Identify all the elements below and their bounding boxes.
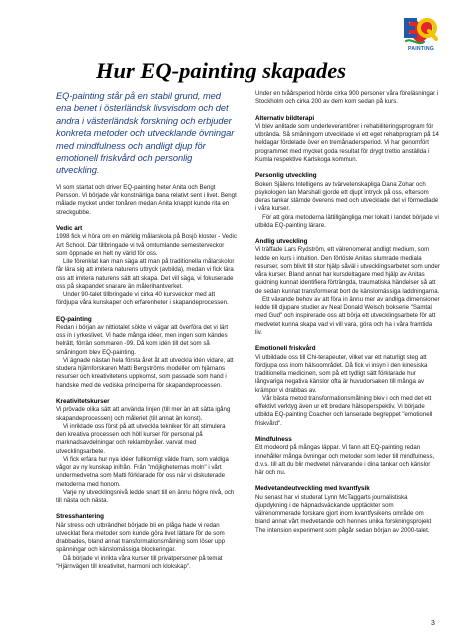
section-heading: EQ-painting [56, 315, 92, 323]
section [255, 436, 440, 477]
section-paragraph: När stress och utbrändhet började bli en plåga hade vi redan utvecklat flera metoder som kunde göra livet lättare för de som drabbades, bland annat transformationsmålning som löser upp spänningar och känslomässiga blockeringar. [56, 521, 226, 554]
section-heading: Vedic art [56, 224, 83, 232]
section [56, 398, 237, 505]
right-sections [255, 90, 440, 535]
section [255, 115, 440, 165]
section-paragraph: Ett modeord på mångas läppar. Vi fann att EQ-painting redan innehåller många övningar och metoder som leder till mindfulness, d.v.s. till att du blir medvetet närvarande i dina tankar och känslor här och nu. [255, 444, 435, 477]
left-sections [56, 184, 237, 571]
page-title: Hur EQ-painting skapades [96, 58, 347, 83]
section [255, 485, 440, 535]
section-paragraph: 1998 fick vi höra om en märklig målarskola på Bosjö kloster - Vedic Art School. Där tillbringade vi två omtumlande semesterveckor som öppnade en helt ny värld för oss. [56, 233, 237, 257]
section-heading: Emotionell friskvård [255, 345, 316, 353]
section-paragraph: Boken Själens Intelligens av tvärvetenskapliga Dana Zohar och psykologen Ian Marshall gjorde ett djupt intryck på oss, eftersom deras tankar stämde överens med och utvecklade det vi förmedlade i våra kurser. [255, 180, 439, 213]
section [255, 90, 440, 107]
section-paragraph: Vi inriktade oss först på att utveckla tekniker för att stimulera den kreativa processen och höll kurser för personal på marknadsavdelningar och reklambyråer. varvat med utvecklingsarbete. [56, 422, 226, 455]
section-paragraph: Vi utbildade oss till Chi-terapeuter, vilket var ett naturligt steg att fördjupa oss inom hälsoområdet. Då fick vi insyn i den kinesiska traditionella medicinen, som på ett tydligt sätt förklarade hur långvariga negativa känslor ofta är huvudorsaken till många av krämpor vi drabbas av. [255, 353, 428, 394]
section-paragraph: Vi prövade olika sätt att använda linjen (till mer än att sätta igång skapandeprocessen) och måleriet (till annat än konst). [56, 406, 231, 422]
section-heading: Medvetandeutveckling med kvantfysik [255, 485, 370, 493]
section-paragraph: Redan i början av nittiotalet sökte vi vägar att överföra det vi lärt oss in i yrkeslivet. Vi hade många idéer, men ingen som kändes helrätt, förrän sommaren -99. Då kom idén till det som så småningom blev EQ-painting. [56, 323, 229, 356]
intro-paragraph: EQ-painting står på en stabil grund, med ena benet i österländsk livsvisdom och det andra i västerländsk forskning och erbjuder konkreta metoder och utvecklande övningar med mindfulness och andligt djup för emotionell friskvård och personlig utveckling. [56, 91, 235, 176]
section-paragraph: Vi träffade Lars Rydström, ett välrenomerat andligt medium, som ledde en kurs i intuition. Den förlöste Anitas slumrade mediala resurser, som blivit till stor hjälp såväl i utvecklingsarbetet som under våra kurser. Bland annat har kursdeltagare med hjälp av Anitas guidning kunnat identifiera förträngda, traumatiska händelser så att de sedan kunnat transformerat bort de känslomässiga laddningarna. [255, 246, 440, 295]
logo-text: PAINTING [408, 46, 434, 52]
section-heading: Stresshantering [56, 513, 104, 521]
section-paragraph: Lite förenklat kan man säga att man på traditionella målarskolor får lära sig att imitera naturens uttryck (avbilda), medan vi fick lära oss att imitera naturens sätt att skapa. Det vill säga, vi fokuserade oss på skapandet snarare än målerihantverket. [56, 258, 235, 290]
right-column [255, 90, 440, 543]
section-heading: Andlig utveckling [255, 238, 308, 246]
section-paragraph: Nu senast har vi studerat Lynn McTaggarts journalistiska djupdykning i de häpnadsväckande upptäckter som välrenommerade forskare gjort inom kvantfysikens område om bland annat vårt medvetande och hennes unika forskningsprojekt The intension experiment som pågår sedan början av 2000-talet. [255, 493, 432, 534]
section [56, 184, 237, 217]
section [255, 345, 440, 428]
section-paragraph: Vi fick erfara hur nya idéer fullkomligt välde fram, som valdiga vågor av ny kunskap inifrån. Från "möjligheternas moln" i vårt undermedvetna som Matti förklarade för oss när vi diskuterade metoderna med honom. [56, 455, 229, 488]
section-heading: Alternativ bildterapi [255, 114, 315, 122]
section [56, 225, 237, 308]
section-paragraph: Vi blev anlitade som underleverantörer i rehabiliteringsprogram för utbrända. Så småningom utvecklade vi ett eget rehabprogram på 14 heldagar fördelade över en tremånadersperiod. Vi har genomfört programmet med mycket goda resultat för drygt trettio anställda i Kumla respektive Karlskoga kommun. [255, 122, 439, 163]
section-paragraph: Ett växande behov av att föra in ännu mer av andliga dimensioner ledde till djupare studier av Neal Donald Welsch bokserie "Samtal med Gud" och inspirerade oss att börja ett utvecklingsarbete för att medvetet kunna skapa vad vi vill vara, göra och ha i våra framtida liv. [255, 295, 440, 336]
section [255, 172, 440, 230]
left-column [56, 90, 237, 579]
section-paragraph: Vi ägnade nästan hela första året åt att utveckla idén vidare, att studera hjärnforskaren Matti Bergströms modeller om hjärnans resurser och kreativitetens uppkomst, som passade som hand i handske med de vediska principerna för skapandeprocessen. [56, 356, 234, 389]
section-heading: Mindfulness [255, 435, 292, 443]
section-heading: Kreativitetskurser [56, 397, 110, 405]
section-paragraph: Under en tvåårsperiod hörde cirka 900 personer våra föreläsningar i Stockholm och cirka 200 av dem kom sedan på kurs. [255, 90, 439, 106]
section-paragraph: Då började vi inrikta våra kurser till privatpersoner på temat "Hjärnvägen till kreativitet, harmoni och klokskap". [56, 554, 223, 570]
section-heading: Personlig utveckling [255, 172, 317, 180]
eq-painting-logo [400, 13, 440, 55]
section [56, 316, 237, 390]
section [56, 513, 237, 571]
section-paragraph: Vår bästa metod transformationsmålning blev i och med det ett effektivt verktyg även ur ett bredare hälsoperspektiv. Vi började utbilda EQ-painting Coacher och lanserade begreppet "emotionell friskvård". [255, 394, 433, 427]
section-paragraph: För att göra metoderna lättillgängliga mer lokalt i landet började vi utbilda EQ-painting lärare. [255, 213, 439, 229]
section-paragraph: Vi som startat och driver EQ-painting heter Anita och Bengt Persson. Vi började vår konstnärliga bana relativt sent i livet. Bengt målade mycket under tonåren medan Anita knappt kunde rita en streckgubbe. [56, 183, 237, 216]
page-number: 3 [431, 620, 435, 627]
section-paragraph: Varje ny utvecklingsnivå ledde snart till en ännu högre nivå, och till nästa och nästa. [56, 488, 235, 505]
section [255, 238, 440, 337]
section-paragraph: Under 90-talet tillbringade vi cirka 40 kursveckor med att fördjupa våra kunskaper och erfarenheter i skapandeprocessen. [56, 291, 229, 307]
